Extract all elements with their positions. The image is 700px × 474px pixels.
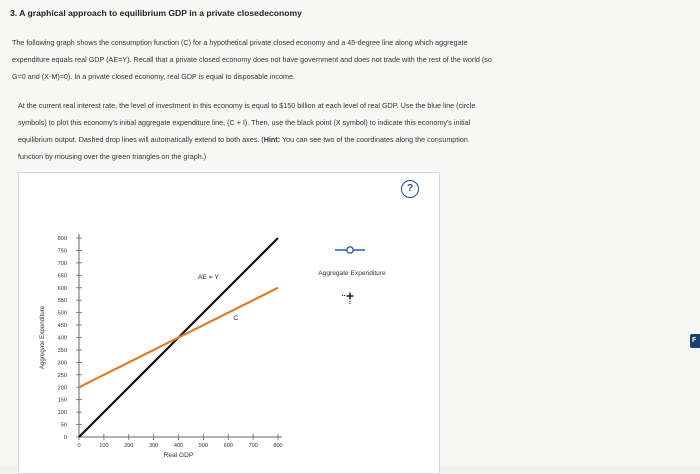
x-tick-label: 500 — [198, 443, 209, 449]
help-icon[interactable]: ? — [401, 180, 419, 198]
x-tick-label: 300 — [148, 443, 159, 449]
y-tick-label: 650 — [57, 273, 67, 280]
consumption-line[interactable] — [79, 288, 278, 388]
x-tick-label: 400 — [173, 443, 184, 449]
y-tick-label: 750 — [57, 248, 67, 255]
x-axis-label: Real GDP — [163, 452, 194, 459]
ae-equals-y-label: AE = Y — [197, 274, 219, 282]
side-tab[interactable]: F — [690, 334, 700, 348]
instruction-line: function by mousing over the green triangles on the graph.) — [18, 152, 207, 161]
y-tick-label: 150 — [57, 397, 67, 404]
intro-line: G=0 and (X-M)=0). In a private closed economy, real GDP is equal to disposable income. — [12, 72, 295, 81]
y-tick-label: 200 — [57, 385, 67, 392]
intro-line: The following graph shows the consumption function (C) for a hypothetical private closed economy and a 45-degree line along which aggregate — [12, 38, 468, 47]
y-tick-label: 600 — [57, 285, 67, 292]
y-tick-label: 100 — [57, 410, 67, 417]
question-title: 3. A graphical approach to equilibrium GDP in a private closedeconomy — [10, 8, 302, 18]
y-tick-label: 800 — [57, 236, 67, 242]
y-tick-label: 500 — [57, 310, 67, 317]
y-tick-label: 700 — [57, 260, 67, 267]
y-tick-label: 0 — [63, 435, 67, 441]
x-tick-label: 200 — [124, 443, 134, 449]
y-tick-label: 50 — [60, 422, 67, 429]
x-tick-label: 600 — [223, 443, 233, 449]
intro-line: expenditure equals real GDP (AE=Y). Recall that a private closed economy does not have government and does not trade with the rest of the world (so — [12, 55, 492, 64]
consumption-label: C — [233, 315, 239, 323]
y-tick-label: 450 — [57, 323, 67, 330]
instruction-text: You can see two of the coordinates along the consumption — [280, 135, 468, 144]
instruction-text: equilibrium output. Dashed drop lines will automatically extend to both axes. ( — [18, 135, 264, 144]
instruction-line: symbols) to plot this economy's initial aggregate expenditure line, (C + I). Then, use the black point (X symbol) to indicate this economy's initial — [18, 118, 471, 127]
instruction-line: At the current real interest rate, the level of investment in this economy is equal to $150 billion at each level of real GDP. Use the blue line (circle — [18, 101, 476, 110]
x-tick-label: 0 — [77, 443, 81, 449]
x-tick-label: 100 — [99, 443, 109, 449]
x-tick-label: 700 — [248, 443, 258, 449]
y-tick-label: 550 — [57, 298, 67, 305]
agg-expenditure-tool-label: Aggregate Expenditure — [318, 270, 386, 277]
hint-label: Hint: — [263, 135, 281, 144]
y-tick-label: 300 — [57, 360, 67, 367]
y-tick-label: 250 — [57, 372, 67, 379]
tool-circle-marker[interactable] — [347, 247, 353, 253]
y-tick-label: 350 — [57, 347, 67, 354]
y-axis-label: Aggregate Expenditure — [39, 305, 46, 370]
y-tick-label: 400 — [57, 335, 67, 342]
x-tick-label: 800 — [273, 443, 283, 449]
